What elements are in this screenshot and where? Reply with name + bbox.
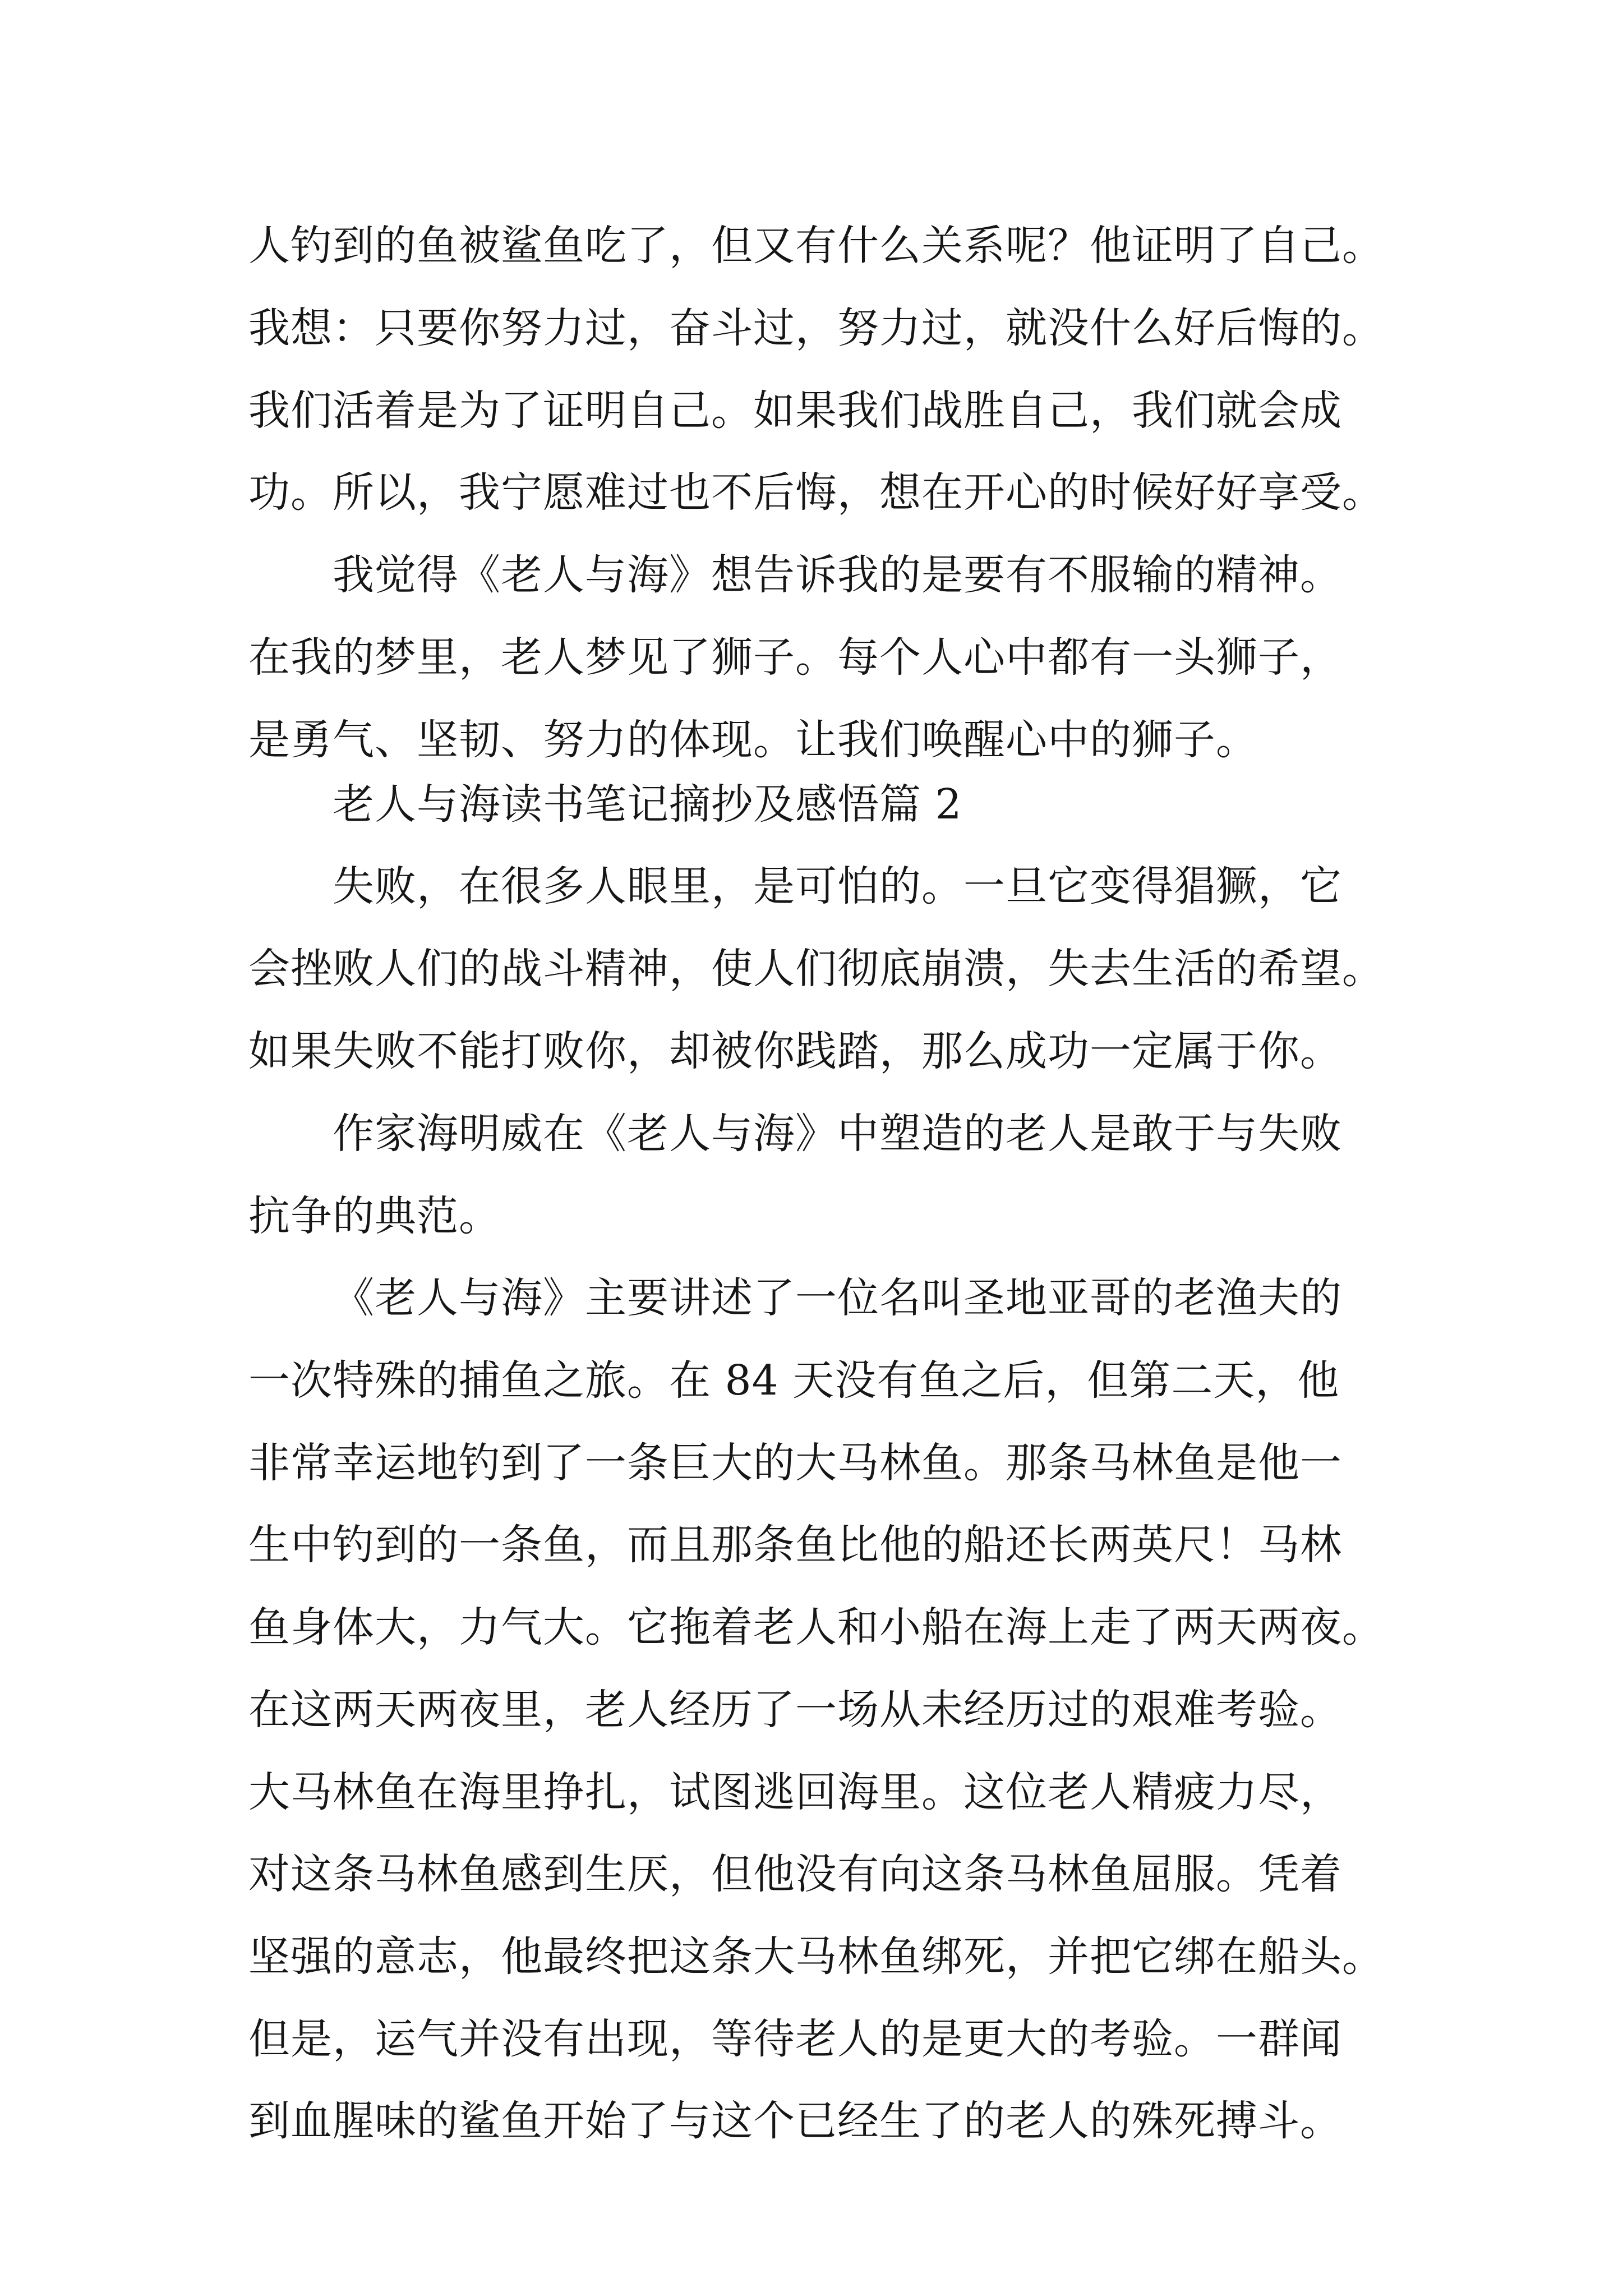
text-line: 坚强的意志，他最终把这条大马林鱼绑死，并把它绑在船头。 <box>248 1932 1384 1981</box>
paragraph-start-line: 《老人与海》主要讲述了一位名叫圣地亚哥的老渔夫的 <box>333 1274 1342 1322</box>
paragraph-start-line: 我觉得《老人与海》想告诉我的是要有不服输的精神。 <box>333 551 1342 599</box>
text-line: 抗争的典范。 <box>248 1192 501 1240</box>
text-line: 但是，运气并没有出现，等待老人的是更大的考验。一群闻 <box>248 2015 1342 2063</box>
text-line: 鱼身体大，力气大。它拖着老人和小船在海上走了两天两夜。 <box>248 1603 1384 1651</box>
paragraph-start-line: 作家海明威在《老人与海》中塑造的老人是敢于与失败 <box>333 1110 1342 1158</box>
text-line: 如果失败不能打败你，却被你践踏，那么成功一定属于你。 <box>248 1027 1342 1075</box>
text-line: 是勇气、坚韧、努力的体现。让我们唤醒心中的狮子。 <box>248 716 1258 764</box>
text-line: 到血腥味的鲨鱼开始了与这个已经生了的老人的殊死搏斗。 <box>248 2097 1342 2145</box>
text-line: 我想：只要你努力过，奋斗过，努力过，就没什么好后悔的。 <box>248 304 1384 352</box>
text-line: 人钓到的鱼被鲨鱼吃了，但又有什么关系呢？他证明了自己。 <box>248 222 1384 270</box>
text-line: 一次特殊的捕鱼之旅。在 84 天没有鱼之后，但第二天，他 <box>248 1356 1340 1405</box>
text-line: 非常幸运地钓到了一条巨大的大马林鱼。那条马林鱼是他一 <box>248 1439 1342 1487</box>
text-line: 在这两天两夜里，老人经历了一场从未经历过的艰难考验。 <box>248 1686 1342 1734</box>
text-line: 我们活着是为了证明自己。如果我们战胜自己，我们就会成 <box>248 386 1342 435</box>
text-line: 在我的梦里，老人梦见了狮子。每个人心中都有一头狮子， <box>248 633 1342 682</box>
text-line: 大马林鱼在海里挣扎，试图逃回海里。这位老人精疲力尽， <box>248 1768 1342 1816</box>
paragraph-start-line: 失败，在很多人眼里，是可怕的。一旦它变得猖獗，它 <box>333 862 1342 910</box>
text-line: 会挫败人们的战斗精神，使人们彻底崩溃，失去生活的希望。 <box>248 945 1384 993</box>
section-heading: 老人与海读书笔记摘抄及感悟篇 2 <box>333 780 962 829</box>
text-line: 对这条马林鱼感到生厌，但他没有向这条马林鱼屈服。凭着 <box>248 1850 1342 1898</box>
text-line: 功。所以，我宁愿难过也不后悔，想在开心的时候好好享受。 <box>248 468 1384 517</box>
text-line: 生中钓到的一条鱼，而且那条鱼比他的船还长两英尺！马林 <box>248 1521 1342 1569</box>
